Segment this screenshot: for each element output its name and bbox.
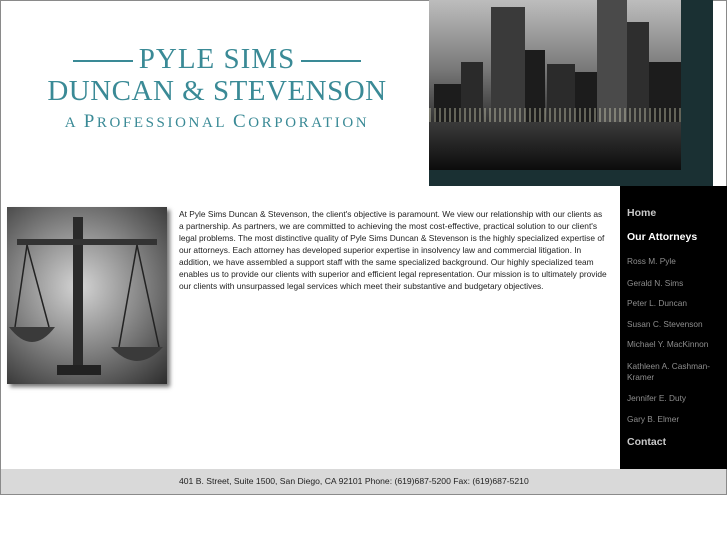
skyline-photo — [429, 0, 713, 186]
tagline-cap-c: C — [232, 111, 249, 132]
nav-our-attorneys[interactable]: Our Attorneys — [627, 231, 698, 243]
nav-attorney-peter-duncan[interactable]: Peter L. Duncan — [627, 298, 687, 308]
footer-bar — [1, 469, 726, 494]
footer-address: 401 B. Street, Suite 1500, San Diego, CA 92101 Phone: (619)687-5200 Fax: (619)687-5210 — [179, 476, 529, 486]
tagline-rofessional: ROFESSIONAL — [96, 115, 233, 131]
city-lights — [429, 108, 681, 122]
scales-icon — [7, 207, 167, 384]
tagline-cap-p: P — [83, 111, 97, 132]
logo-tagline — [42, 111, 392, 133]
nav-attorney-gerald-sims[interactable]: Gerald N. Sims — [627, 278, 684, 288]
nav-home[interactable]: Home — [627, 207, 657, 219]
scales-of-justice-image — [7, 207, 167, 384]
nav-contact[interactable]: Contact — [627, 436, 667, 448]
firm-description: At Pyle Sims Duncan & Stevenson, the client's objective is paramount. We view our relationship with our clients as a partnership. As partners, we are committed to achieving the most cost-effective, practical solution to our client's legal problems. The most distinctive quality of Pyle Sims Duncan & Stevenson is the highly specialized expertise of our attorneys. Each attorney has developed superior expertise in insolvency law and commercial litigation. In addition, we have assembled a support staff with the same specialized background. Our highly specialized team enables us to provide our clients with superior and efficient legal representation. Our mission is to ultimately provide our clients with unsurpassed legal services which meet their substantive and budgetary objectives. — [179, 209, 607, 291]
tagline-orporation: ORPORATION — [248, 115, 370, 131]
nav-attorney-jennifer-duty[interactable]: Jennifer E. Duty — [627, 393, 687, 403]
nav-attorney-gary-elmer[interactable]: Gary B. Elmer — [627, 414, 680, 424]
skyline-image — [429, 0, 681, 170]
tagline-a: A — [64, 115, 84, 131]
logo-line-1 — [42, 43, 392, 75]
logo-rule-left — [73, 60, 133, 62]
building — [597, 0, 627, 122]
building — [491, 7, 525, 122]
firm-logo[interactable] — [42, 43, 392, 133]
nav-attorney-kathleen-cashman-kramer[interactable]: Kathleen A. Cashman-Kramer — [627, 361, 711, 382]
logo-line-2: DUNCAN & STEVENSON — [47, 75, 387, 107]
nav-attorney-michael-mackinnon[interactable]: Michael Y. MacKinnon — [627, 339, 709, 349]
building — [627, 22, 649, 122]
nav-attorney-susan-stevenson[interactable]: Susan C. Stevenson — [627, 319, 703, 329]
logo-name-1: PYLE SIMS — [138, 43, 296, 75]
harbor-water — [429, 122, 681, 170]
nav-attorney-ross-pyle[interactable]: Ross M. Pyle — [627, 256, 676, 266]
logo-rule-right — [301, 60, 361, 62]
